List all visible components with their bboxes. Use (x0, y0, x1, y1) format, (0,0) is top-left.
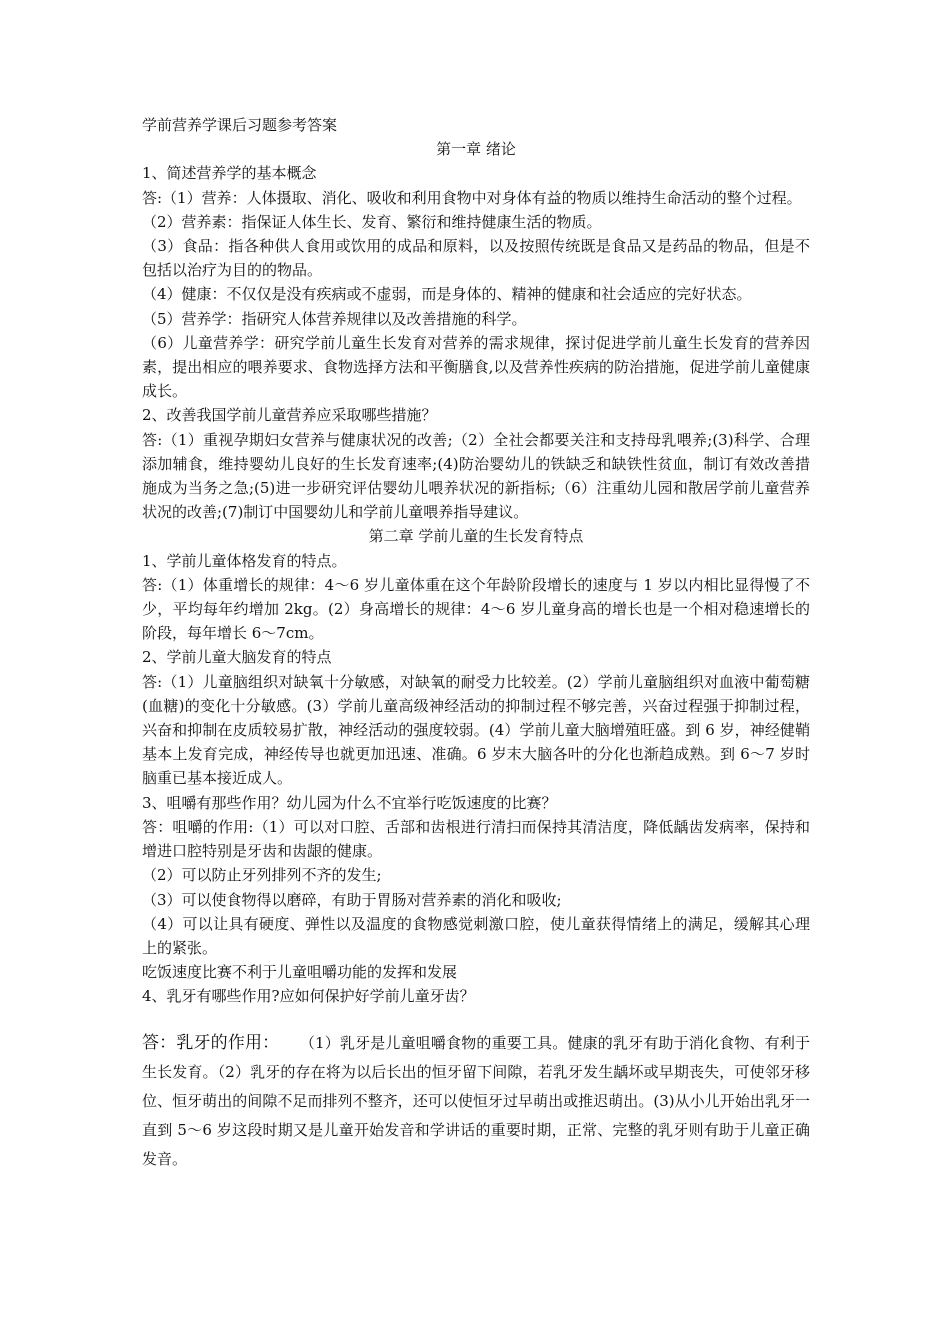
document-title: 学前营养学课后习题参考答案 (142, 116, 338, 134)
answer-1-1-food: （3）食品：指各种供人食用或饮用的成品和原料，以及按照传统既是食品又是药品的物品，但是不包括以治疗为目的的物品。 (142, 237, 810, 280)
answer-2-4-lead: 答：乳牙的作用： (142, 1032, 280, 1053)
answer-2-3-part4: （4）可以让具有硬度、弹性以及温度的食物感觉刺激口腔，使儿童获得情绪上的满足，缓解其心理上的紧张。 (142, 914, 810, 957)
question-2-4: 4、乳牙有哪些作用?应如何保护好学前儿童牙齿？ (142, 987, 475, 1006)
document-page (142, 113, 810, 1174)
answer-1-1-nutrition: 答:（1）营养：人体摄取、消化、吸收和利用食物中对身体有益的物质以维持生命活动的整个过程。 (142, 188, 802, 207)
chapter-1-title: 第一章 绪论 (436, 140, 516, 159)
answer-2-3-part2: （2）可以防止牙列排列不齐的发生; (142, 866, 382, 885)
paragraph-gap (142, 1009, 810, 1029)
question-1-1: 1、简述营养学的基本概念 (142, 164, 317, 183)
answer-1-1-health: （4）健康：不仅仅是没有疾病或不虚弱，而是身体的、精神的健康和社会适应的完好状态。 (142, 285, 752, 304)
answer-2-1: 答:（1）体重增长的规律：4～6 岁儿童体重在这个年龄阶段增长的速度与 1 岁以内相比显得慢了不少，平均每年约增加 2kg。(2）身高增长的规律：4～6 岁儿童身高的增长也是一个相对稳速增长的阶段，每年增长 6～7cm。 (142, 575, 810, 643)
answer-1-1-nutrition-science: （5）营养学：指研究人体营养规律以及改善措施的科学。 (142, 309, 527, 328)
question-2-2: 2、学前儿童大脑发育的特点 (142, 648, 332, 667)
answer-1-1-child-nutrition: （6）儿童营养学：研究学前儿童生长发育对营养的需求规律，探讨促进学前儿童生长发育的营养因素，提出相应的喂养要求、食物选择方法和平衡膳食,以及营养性疾病的防治措施，促进学前儿童健康成长。 (142, 333, 810, 401)
answer-2-3-part3: （3）可以使食物得以磨碎，有助于胃肠对营养素的消化和吸收; (142, 890, 562, 909)
question-2-1: 1、学前儿童体格发育的特点。 (142, 551, 347, 570)
answer-2-4 (142, 1029, 810, 1174)
answer-2-2: 答:（1）儿童脑组织对缺氧十分敏感，对缺氧的耐受力比较差。(2）学前儿童脑组织对血液中葡萄糖(血糖)的变化十分敏感。(3）学前儿童高级神经活动的抑制过程不够完善，兴奋过程强于抑制过程，兴奋和抑制在皮质较易扩散，神经活动的强度较弱。(4）学前儿童大脑增殖旺盛。到 6 岁，神经健鞘基本上发育完成，神经传导也就更加迅速、准确。6 岁末大脑各叶的分化也渐趋成熟。到 6～7 岁时脑重已基本接近成人。 (142, 672, 810, 788)
chapter-2-title: 第二章 学前儿童的生长发育特点 (368, 527, 584, 546)
question-1-2: 2、改善我国学前儿童营养应采取哪些措施？ (142, 406, 437, 425)
answer-2-3-part1: 答：咀嚼的作用:（1）可以对口腔、舌部和齿根进行清扫而保持其清洁度，降低龋齿发病率，保持和增进口腔特别是牙齿和齿龈的健康。 (142, 817, 810, 861)
answer-2-4-body: （1）乳牙是儿童咀嚼食物的重要工具。健康的乳牙有助于消化食物、有利于生长发育。（2）乳牙的存在将为以后长出的恒牙留下间隙，若乳牙发生龋坏或早期丧失，可使邻牙移位、恒牙萌出的间隙不足而排列不整齐，还可以使恒牙过早萌出或推迟萌出。(3)从小儿开始出乳牙一直到 5～6 岁这段时期又是儿童开始发音和学讲话的重要时期，正常、完整的乳牙则有助于儿童正确发音。 (142, 1033, 810, 1168)
answer-2-3-conclusion: 吃饭速度比赛不利于儿童咀嚼功能的发挥和发展 (142, 963, 458, 982)
answer-1-1-nutrient: （2）营养素：指保证人体生长、发育、繁衍和维持健康生活的物质。 (142, 212, 602, 231)
answer-1-2: 答:（1）重视孕期妇女营养与健康状况的改善;（2）全社会都要关注和支持母乳喂养;(3)科学、合理添加辅食，维持婴幼儿良好的生长发育速率;(4)防治婴幼儿的铁缺乏和缺铁性贫血，制订有效改善措施成为当务之急;(5)进一步研究评估婴幼儿喂养状况的新指标;（6）注重幼儿园和散居学前儿童营养状况的改善;(7)制订中国婴幼儿和学前儿童喂养指导建议。 (142, 430, 810, 522)
question-2-3: 3、咀嚼有那些作用？幼儿园为什么不宜举行吃饭速度的比赛？ (142, 793, 557, 812)
